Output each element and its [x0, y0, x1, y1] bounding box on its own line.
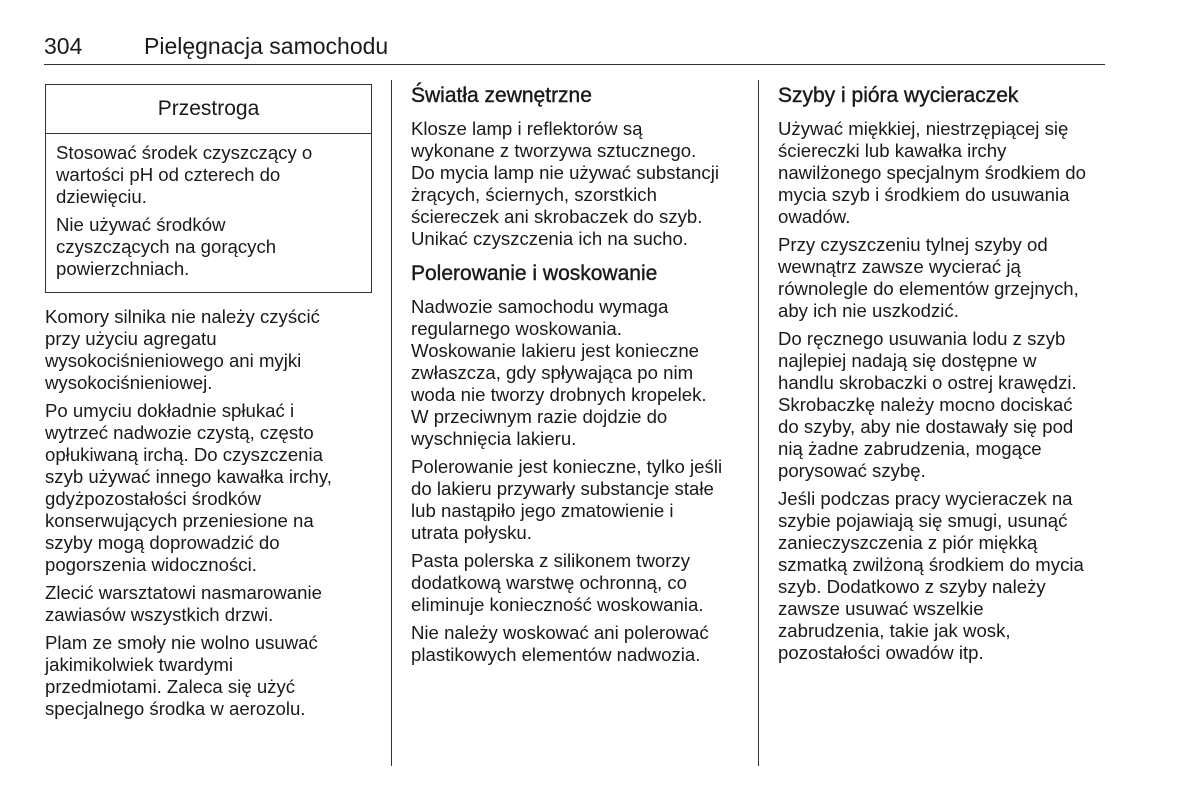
paragraph: Nie należy woskować ani polerować plastikowych elementów nadwozia.: [411, 622, 709, 665]
paragraph: Plam ze smoły nie wolno usuwać jakimikolwiek twardymi przedmiotami. Zaleca się użyć specjalnego środka w aerozolu.: [45, 632, 318, 719]
caution-box: [45, 84, 372, 293]
paragraph: Używać miękkiej, niestrzępiącej się ściereczki lub kawałka irchy nawilżonego specjalnym środkiem do mycia szyb i środkiem do usuwania owadów.: [778, 118, 1086, 227]
paragraph: Po umyciu dokładnie spłukać i wytrzeć nadwozie czystą, często opłukiwaną irchą. Do czyszczenia szyb używać innego kawałka irchy, gdyżpozostałości środków konserwujących przeniesione na szyby mogą doprowadzić do pogorszenia widoczności.: [45, 400, 332, 575]
paragraph: Nadwozie samochodu wymaga regularnego woskowania. Woskowanie lakieru jest konieczne zwłaszcza, gdy spływająca po nim woda nie tworzy drobnych kropelek. W przeciwnym razie dojdzie do wyschnięcia lakieru.: [411, 296, 707, 449]
section-heading: Szyby i pióra wycieraczek: [778, 84, 1019, 107]
caution-paragraph: Stosować środek czyszczący o wartości pH od czterech do dziewięciu.: [56, 142, 313, 207]
section-heading: Polerowanie i woskowanie: [411, 262, 658, 285]
column-2: [411, 84, 746, 672]
column-3: [778, 84, 1113, 670]
column-divider: [758, 80, 759, 766]
paragraph: Klosze lamp i reflektorów są wykonane z tworzywa sztucznego. Do mycia lamp nie używać substancji żrących, ściernych, szorstkich ściereczek ani skrobaczek do szyb. Unikać czyszczenia ich na sucho.: [411, 118, 719, 249]
paragraph: Jeśli podczas pracy wycieraczek na szybie pojawiają się smugi, usunąć zanieczyszczenia z piór miękką szmatką zwilżoną środkiem do mycia szyb. Dodatkowo z szyby należy zawsze usuwać wszelkie zabrudzenia, takie jak wosk, pozostałości owadów itp.: [778, 488, 1084, 663]
page-number: 304: [44, 33, 83, 59]
header-rule: [44, 64, 1105, 65]
column-1: [45, 306, 380, 726]
column-divider: [391, 80, 392, 766]
paragraph: Do ręcznego usuwania lodu z szyb najlepiej nadają się dostępne w handlu skrobaczki o ostrej krawędzi. Skrobaczkę należy mocno dociskać do szyby, aby nie dostawały się pod nią żadne zabrudzenia, mogące porysować szybę.: [778, 328, 1077, 481]
page-header: [44, 33, 388, 60]
paragraph: Zlecić warsztatowi nasmarowanie zawiasów wszystkich drzwi.: [45, 582, 322, 625]
caution-paragraph: Nie używać środków czyszczących na gorących powierzchniach.: [56, 214, 277, 279]
section-heading: Światła zewnętrzne: [411, 84, 592, 107]
paragraph: Komory silnika nie należy czyścić przy użyciu agregatu wysokociśnieniowego ani myjki wysokociśnieniowej.: [45, 306, 320, 393]
caution-title: Przestroga: [46, 85, 371, 134]
paragraph: Polerowanie jest konieczne, tylko jeśli do lakieru przywarły substancje stałe lub nastąpiło jego zmatowienie i utrata połysku.: [411, 456, 723, 543]
page-title: Pielęgnacja samochodu: [144, 33, 389, 59]
paragraph: Pasta polerska z silikonem tworzy dodatkową warstwę ochronną, co eliminuje konieczność woskowania.: [411, 550, 704, 615]
paragraph: Przy czyszczeniu tylnej szyby od wewnątrz zawsze wycierać ją równolegle do elementów grzejnych, aby ich nie uszkodzić.: [778, 234, 1079, 321]
